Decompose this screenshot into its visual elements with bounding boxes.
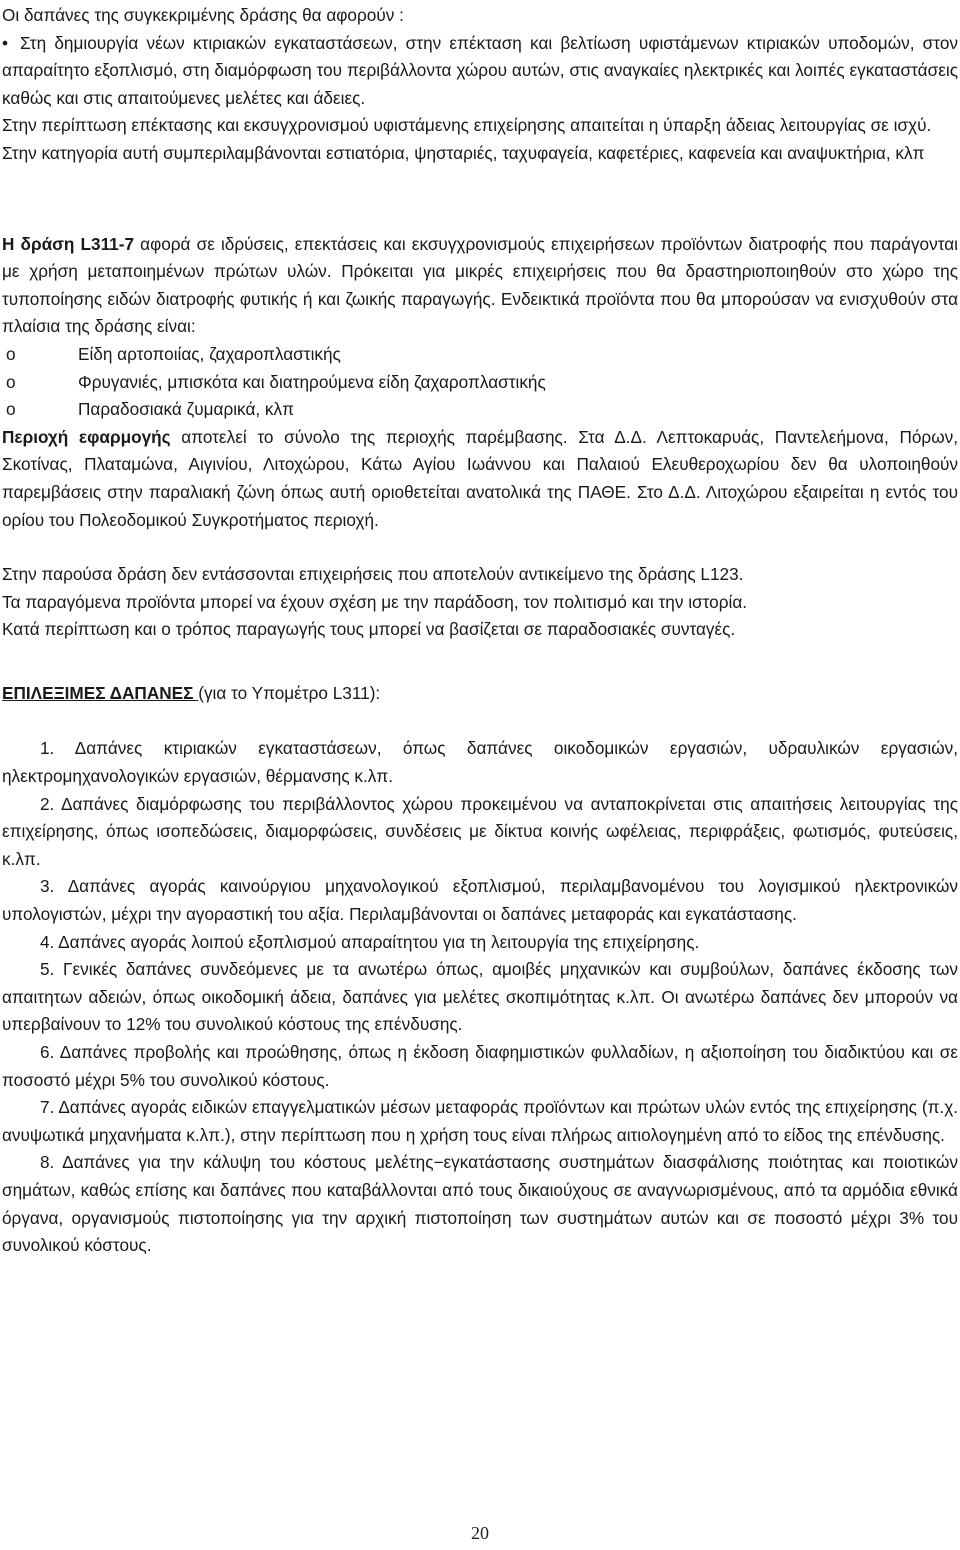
eligible-heading (2, 680, 958, 708)
bullet-icon: • (2, 32, 9, 53)
list-marker: o (6, 343, 16, 364)
list-item: o Είδη αρτοποιίας, ζαχαροπλαστικής (2, 341, 958, 369)
category-paragraph: Στην κατηγορία αυτή συμπεριλαμβάνονται εστιατόρια, ψησταριές, ταχυφαγεία, καφετέριες, καφενεία και αναψυκτήρια, κλπ (2, 142, 925, 163)
eligible-item: 4. Δαπάνες αγοράς λοιπού εξοπλισμού απαραίτητου για τη λειτουργία της επιχείρησης. (40, 931, 700, 952)
note-line: Τα παραγόμενα προϊόντα μπορεί να έχουν σχέση με την παράδοση, τον πολιτισμό και την ιστορία. (2, 591, 748, 612)
eligible-item: 5. Γενικές δαπάνες συνδεόμενες με τα ανωτέρω όπως, αμοιβές μηχανικών και συμβούλων, δαπάνες έκδοσης των απαιτητων αδειών, όπως οικοδομική άδεια, δαπάνες για μελέτες σκοπιμότητας κ.λπ. Οι ανωτέρω δαπάνες δεν μπορούν να υπερβαίνουν το 12% του συνολικού κόστους της επένδυσης. (2, 959, 958, 1035)
area-paragraph (2, 424, 958, 534)
bullet-text: Στη δημιουργία νέων κτιριακών εγκαταστάσεων, στην επέκταση και βελτίωση υφιστάμενων κτιριακών υποδομών, στον απαραίτητο εξοπλισμό, στη διαμόρφωση του περιβάλλοντα χώρου αυτών, στις αναγκαίες ηλεκτρικές και λοιπές εγκαταστάσεις καθώς και στις απαιτούμενες μελέτες και άδειες. (2, 32, 958, 108)
list-marker: o (6, 371, 16, 392)
action-text: αφορά σε ιδρύσεις, επεκτάσεις και εκσυγχρονισμούς επιχειρήσεων προϊόντων διατροφής που παράγονται με χρήση μεταποιημένων πρώτων υλών. Πρόκειται για μικρές επιχειρήσεις που θα δραστηριοποιηθούν στο χώρο της τυποποίησης ειδών διατροφής φυτικής ή και ζωικής παραγωγής. Ενδεικτικά προϊόντα που θα μπορούσαν να ενισχυθούν στα πλαίσια της δράσης είναι: (2, 233, 958, 337)
list-item: o Παραδοσιακά ζυμαρικά, κλπ (2, 396, 958, 424)
eligible-item: 6. Δαπάνες προβολής και προώθησης, όπως η έκδοση διαφημιστικών φυλλαδίων, η αξιοποίηση του διαδικτύου και σε ποσοστό μέχρι 5% του συνολικού κόστους. (2, 1042, 958, 1090)
note-line: Στην παρούσα δράση δεν εντάσσονται επιχειρήσεις που αποτελούν αντικείμενο της δράσης L123. (2, 564, 744, 585)
area-text: αποτελεί το σύνολο της περιοχής παρέμβασης. Στα Δ.Δ. Λεπτοκαρυάς, Παντελεήμονα, Πόρων, Σκοτίνας, Πλαταμώνα, Αιγινίου, Λιτοχώρου, Κάτω Αγίου Ιωάννου και Παλαιού Ελευθεροχωρίου δεν θα υλοποιηθούν παρεμβάσεις στην παραλιακή ζώνη όπως αυτή οριοθετείται ανατολικά της ΠΑΘΕ. Στο Δ.Δ. Λιτοχώρου εξαιρείται η εντός του ορίου του Πολεοδομικού Συγκροτήματος περιοχή. (2, 426, 958, 530)
action-paragraph (2, 231, 958, 341)
eligible-item: 2. Δαπάνες διαμόρφωσης του περιβάλλοντος χώρου προκειμένου να ανταποκρίνεται στις απαιτήσεις λειτουργίας της επιχείρησης, όπως ισοπεδώσεις, διαμορφώσεις, συνδέσεις με δίκτυα κοινής ωφέλειας, περιφράξεις, φωτισμός, φυτεύσεις, κ.λπ. (2, 793, 958, 869)
eligible-item: 3. Δαπάνες αγοράς καινούργιου μηχανολογικού εξοπλισμού, περιλαμβανομένου του λογισμικού ηλεκτρονικών υπολογιστών, μέχρι την αγοραστική του αξία. Περιλαμβάνονται οι δαπάνες μεταφοράς και εγκατάστασης. (2, 876, 958, 925)
eligible-item: 8. Δαπάνες για την κάλυψη του κόστους μελέτης−εγκατάστασης συστημάτων διασφάλισης ποιότητας και ποιοτικών σημάτων, καθώς επίσης και δαπάνες που καταβάλλονται από τους δικαιούχους σε αναγνωρισμένους, από τα αρμόδια εθνικά όργανα, οργανισμούς πιστοποίησης για την αρχική πιστοποίηση των συστημάτων αυτών και σε ποσοστό μέχρι 3% του συνολικού κόστους. (2, 1152, 958, 1256)
page-number: 20 (471, 1523, 489, 1543)
intro-line: Οι δαπάνες της συγκεκριμένης δράσης θα αφορούν : (2, 5, 404, 25)
action-label: Η δράση L311-7 (2, 233, 135, 254)
eligible-heading-suffix: (για το Υπομέτρο L311): (198, 682, 381, 703)
product-list (2, 341, 958, 424)
bullet-paragraph (2, 30, 958, 113)
area-label: Περιοχή εφαρμογής (2, 426, 171, 447)
note-line: Κατά περίπτωση και ο τρόπος παραγωγής τους μπορεί να βασίζεται σε παραδοσιακές συνταγές. (2, 619, 736, 640)
list-item: o Φρυγανιές, μπισκότα και διατηρούμενα είδη ζαχαροπλαστικής (2, 369, 958, 397)
list-marker: o (6, 399, 16, 420)
eligible-item: 1. Δαπάνες κτιριακών εγκαταστάσεων, όπως δαπάνες οικοδομικών εργασιών, υδραυλικών εργασιών, ηλεκτρομηχανολογικών εργασιών, θέρμανσης κ.λπ. (2, 738, 958, 787)
eligible-item: 7. Δαπάνες αγοράς ειδικών επαγγελματικών μέσων μεταφοράς προϊόντων και πρώτων υλών εντός της επιχείρησης (π.χ. ανυψωτικά μηχανήματα κ.λπ.), στην περίπτωση που η χρήση τους είναι πλήρως αιτιολογημένη από το είδος της επένδυσης. (2, 1097, 958, 1145)
expansion-paragraph: Στην περίπτωση επέκτασης και εκσυγχρονισμού υφιστάμενης επιχείρησης απαιτείται η ύπαρξη άδειας λειτουργίας σε ισχύ. (2, 115, 932, 136)
eligible-heading-title: ΕΠΙΛΕΞΙΜΕΣ ΔΑΠΑΝΕΣ (2, 682, 199, 703)
